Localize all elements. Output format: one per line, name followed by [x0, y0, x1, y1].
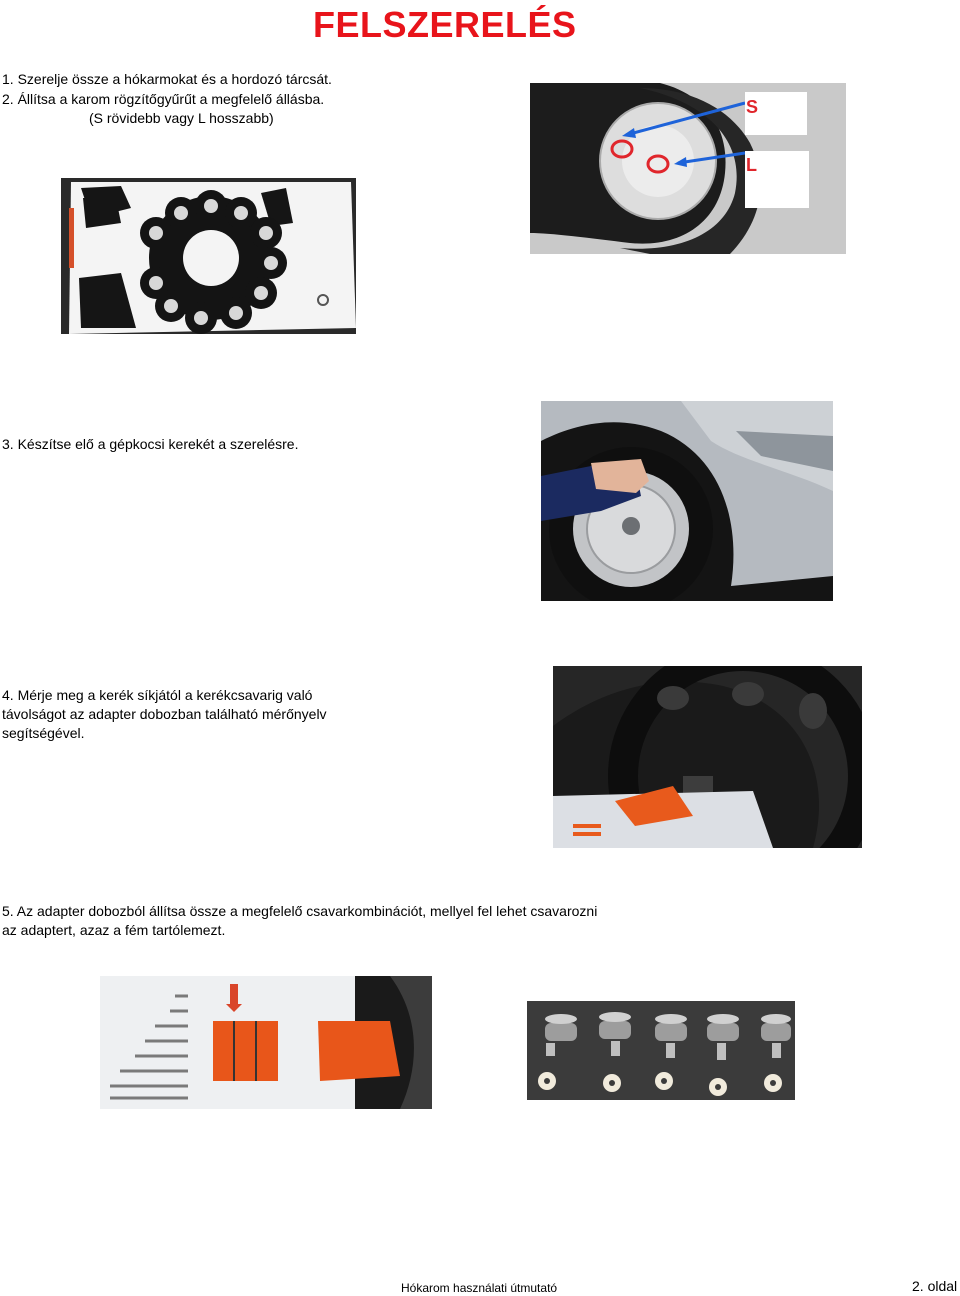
claw-assembly-photo	[61, 178, 356, 334]
step-4-line-2: távolságot az adapter dobozban található mérőnyelv	[2, 706, 327, 722]
step-3-text: 3. Készítse elő a gépkocsi kerekét a szerelésre.	[2, 436, 299, 452]
car-wheel-photo	[541, 401, 833, 601]
step-2-note: (S rövidebb vagy L hosszabb)	[89, 110, 274, 126]
page-title: FELSZERELÉS	[313, 4, 577, 45]
step-4-line-3: segítségével.	[2, 725, 85, 741]
measurement-gauge-photo	[553, 666, 862, 848]
bolt-combination-photo	[527, 1001, 795, 1100]
step-5-line-2: az adaptert, azaz a fém tartólemezt.	[2, 922, 226, 938]
step-1-text: 1. Szerelje össze a hókarmokat és a hordozó tárcsát.	[2, 71, 332, 87]
step-2-text: 2. Állítsa a karom rögzítőgyűrűt a megfelelő állásba.	[2, 91, 325, 107]
footer-page-number: 2. oldal	[912, 1278, 958, 1294]
s-marker-label: S	[746, 97, 759, 117]
l-marker-label: L	[746, 155, 757, 175]
adapter-box-photo	[100, 976, 432, 1109]
step-5-line-1: 5. Az adapter dobozból állítsa össze a megfelelő csavarkombinációt, mellyel fel lehet csavarozni	[2, 903, 598, 919]
claw-ring-setting-photo	[530, 83, 846, 254]
footer-manual-name: Hókarom használati útmutató	[401, 1281, 558, 1295]
step-4-line-1: 4. Mérje meg a kerék síkjától a kerékcsavarig való	[2, 687, 313, 703]
